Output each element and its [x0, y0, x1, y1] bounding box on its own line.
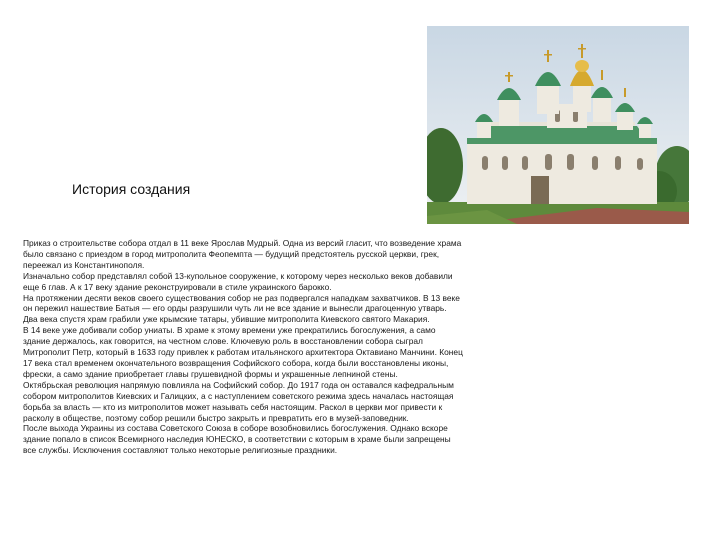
slide-title: История создания	[72, 181, 191, 197]
paragraph: Приказ о строительстве собора отдал в 11 веке Ярослав Мудрый. Одна из версий гласит, что возведение храма было связано с приездом в город митрополита Феопемпта — будущий предстоятель русской церкви, грек, переежал из Константинополя.	[23, 238, 462, 270]
paragraph: На протяжении десяти веков своего существования собор не раз подвергался нападкам захватчиков. В 13 веке он пережил нашествие Батыя — его орды разрушили чуть ли не все здание и вынесли драгоценную утварь. Два века спустя храм грабили уже крымские татары, убившие митрополита Киевского святого Макария.	[23, 292, 460, 325]
cathedral-photo	[427, 26, 689, 224]
paragraph: Октябрьская революция напрямую повлияла на Софийский собор. До 1917 года он оставался кафедральным собором митрополитов Киевских и Галицких, а с наступлением советского режима здесь началась настоящая борьба за власть — кто из митрополитов может называть себя настоящим. Раскол в церкви мог привести к расколу в обществе, поэтому собор решили быстро закрыть и превратить его в музей-заповедник.	[23, 379, 454, 423]
paragraph: После выхода Украины из состава Советского Союза в соборе возобновились богослужения. Однако вскоре здание попало в список Всемирного наследия ЮНЕСКО, в соответствии с которым в храме были запрещены все службы. Исключения составляют только некоторые религиозные праздники.	[23, 423, 451, 456]
body-text	[23, 238, 463, 456]
paragraph: В 14 веке уже добивали собор униаты. В храме к этому времени уже прекратились богослужения, а само здание держалось, как говорится, на честном слове. Ключевую роль в восстановлении собора сыграл Митрополит Петр, который в 1633 году привлек к работам итальянского архитектора Октавиано Манчини. Конец 17 века стал временем окончательного возвращения Софийского собора, когда были восстановлены иконы, фрески, а само здание приобретает главы грушевидной формы и украшенные лепниной стены.	[23, 325, 463, 379]
paragraph: Изначально собор представлял собой 13-купольное сооружение, к которому через несколько веков добавили еще 6 глав. А к 17 веку здание реконструировали в стиле украинского барокко.	[23, 270, 453, 292]
